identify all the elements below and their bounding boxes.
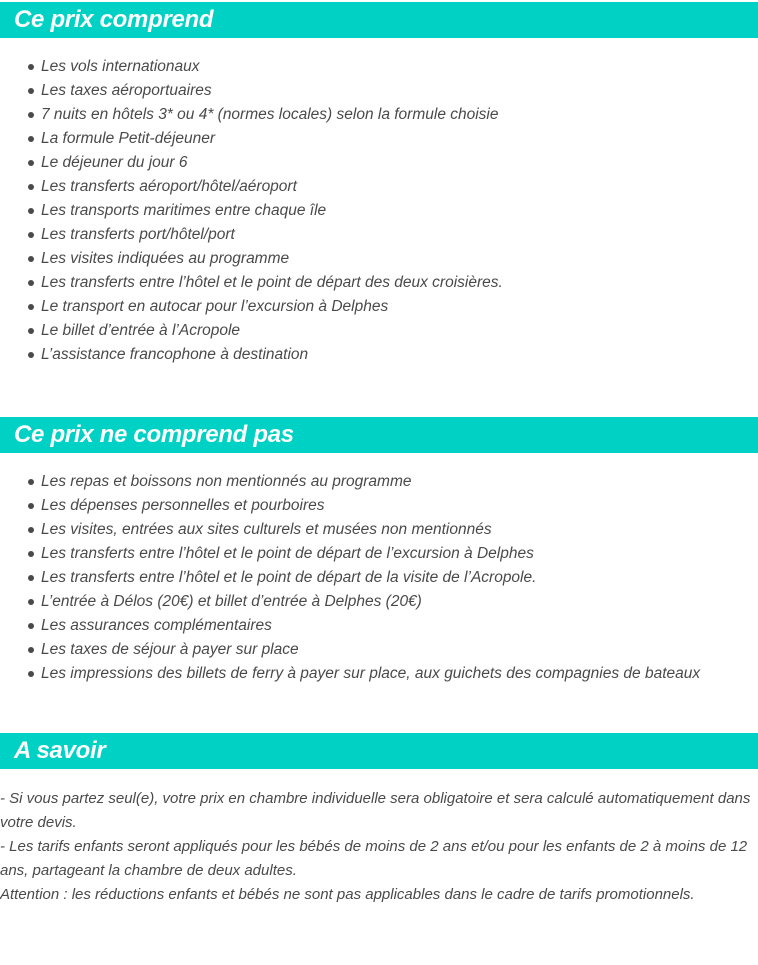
- bullet-icon: [28, 304, 34, 310]
- list-item-text: Le transport en autocar pour l’excursion à Delphes: [41, 298, 389, 315]
- list-item: [28, 247, 748, 271]
- bullet-icon: [28, 599, 34, 605]
- note-paragraph: Attention : les réductions enfants et bébés ne sont pas applicables dans le cadre de tarifs promotionnels.: [0, 886, 695, 903]
- bullet-icon: [28, 280, 34, 286]
- list-item: [28, 103, 748, 127]
- bullet-icon: [28, 503, 34, 509]
- list-item-text: L’assistance francophone à destination: [41, 346, 309, 363]
- list-item: [28, 566, 748, 590]
- list-item-text: L’entrée à Délos (20€) et billet d’entrée à Delphes (20€): [41, 593, 422, 610]
- bullet-icon: [28, 479, 34, 485]
- section-price-includes: [0, 2, 758, 367]
- list-item-text: La formule Petit-déjeuner: [41, 130, 216, 147]
- list-item-text: Les visites, entrées aux sites culturels et musées non mentionnés: [41, 521, 492, 538]
- section-title-notes: A savoir: [14, 737, 106, 764]
- bullet-icon: [28, 112, 34, 118]
- bullet-icon: [28, 352, 34, 358]
- list-item-text: Les repas et boissons non mentionnés au programme: [41, 473, 412, 490]
- list-item-text: Le billet d’entrée à l’Acropole: [41, 322, 241, 339]
- section-title-not-included: Ce prix ne comprend pas: [14, 421, 294, 448]
- list-item: [28, 590, 748, 614]
- list-item: [28, 295, 748, 319]
- not-included-list: [0, 470, 758, 686]
- list-item: [28, 542, 748, 566]
- list-item: [28, 199, 748, 223]
- section-title-included: Ce prix comprend: [14, 6, 214, 33]
- list-item: [28, 319, 748, 343]
- list-item: [28, 494, 748, 518]
- list-item: [28, 470, 748, 494]
- list-item-text: Les vols internationaux: [41, 58, 200, 75]
- list-item-text: Les taxes de séjour à payer sur place: [41, 641, 299, 658]
- section-good-to-know: [0, 733, 758, 907]
- list-item-text: Les transferts aéroport/hôtel/aéroport: [41, 178, 297, 195]
- list-item: [28, 175, 748, 199]
- list-item: [28, 55, 748, 79]
- price-details-page: [0, 2, 758, 907]
- list-item: [28, 151, 748, 175]
- bullet-icon: [28, 256, 34, 262]
- bullet-icon: [28, 527, 34, 533]
- list-item: [28, 223, 748, 247]
- bullet-icon: [28, 160, 34, 166]
- list-item-text: Les impressions des billets de ferry à payer sur place, aux guichets des compagnies de bateaux: [41, 665, 701, 682]
- list-item: [28, 662, 748, 686]
- list-item: [28, 79, 748, 103]
- list-item-text: Les dépenses personnelles et pourboires: [41, 497, 325, 514]
- bullet-icon: [28, 575, 34, 581]
- list-item-text: Les transferts entre l’hôtel et le point de départ de l’excursion à Delphes: [41, 545, 534, 562]
- list-item-text: 7 nuits en hôtels 3* ou 4* (normes locales) selon la formule choisie: [41, 106, 499, 123]
- bullet-icon: [28, 671, 34, 677]
- list-item-text: Les transports maritimes entre chaque île: [41, 202, 327, 219]
- list-item-text: Les transferts entre l’hôtel et le point de départ de la visite de l’Acropole.: [41, 569, 537, 586]
- notes-paragraphs: [0, 787, 758, 907]
- included-list: [0, 55, 758, 367]
- list-item-text: Les transferts entre l’hôtel et le point de départ des deux croisières.: [41, 274, 503, 291]
- list-item: [28, 614, 748, 638]
- list-item: [28, 518, 748, 542]
- section-header-not-included: [0, 417, 758, 453]
- list-item-text: Les transferts port/hôtel/port: [41, 226, 235, 243]
- bullet-icon: [28, 88, 34, 94]
- note-paragraph: - Les tarifs enfants seront appliqués pour les bébés de moins de 2 ans et/ou pour les enfants de 2 à moins de 12 ans, partageant la chambre de deux adultes.: [0, 838, 748, 879]
- list-item-text: Le déjeuner du jour 6: [41, 154, 188, 171]
- bullet-icon: [28, 551, 34, 557]
- list-item-text: Les visites indiquées au programme: [41, 250, 290, 267]
- section-price-excludes: [0, 417, 758, 686]
- section-header-notes: [0, 733, 758, 769]
- list-item-text: Les taxes aéroportuaires: [41, 82, 212, 99]
- list-item: [28, 638, 748, 662]
- bullet-icon: [28, 136, 34, 142]
- list-item: [28, 271, 748, 295]
- list-item: [28, 127, 748, 151]
- bullet-icon: [28, 232, 34, 238]
- list-item: [28, 343, 748, 367]
- bullet-icon: [28, 328, 34, 334]
- bullet-icon: [28, 647, 34, 653]
- section-header-included: [0, 2, 758, 38]
- bullet-icon: [28, 64, 34, 70]
- bullet-icon: [28, 208, 34, 214]
- list-item-text: Les assurances complémentaires: [41, 617, 272, 634]
- note-paragraph: - Si vous partez seul(e), votre prix en chambre individuelle sera obligatoire et sera calculé automatiquement dans votre devis.: [0, 790, 751, 831]
- bullet-icon: [28, 184, 34, 190]
- bullet-icon: [28, 623, 34, 629]
